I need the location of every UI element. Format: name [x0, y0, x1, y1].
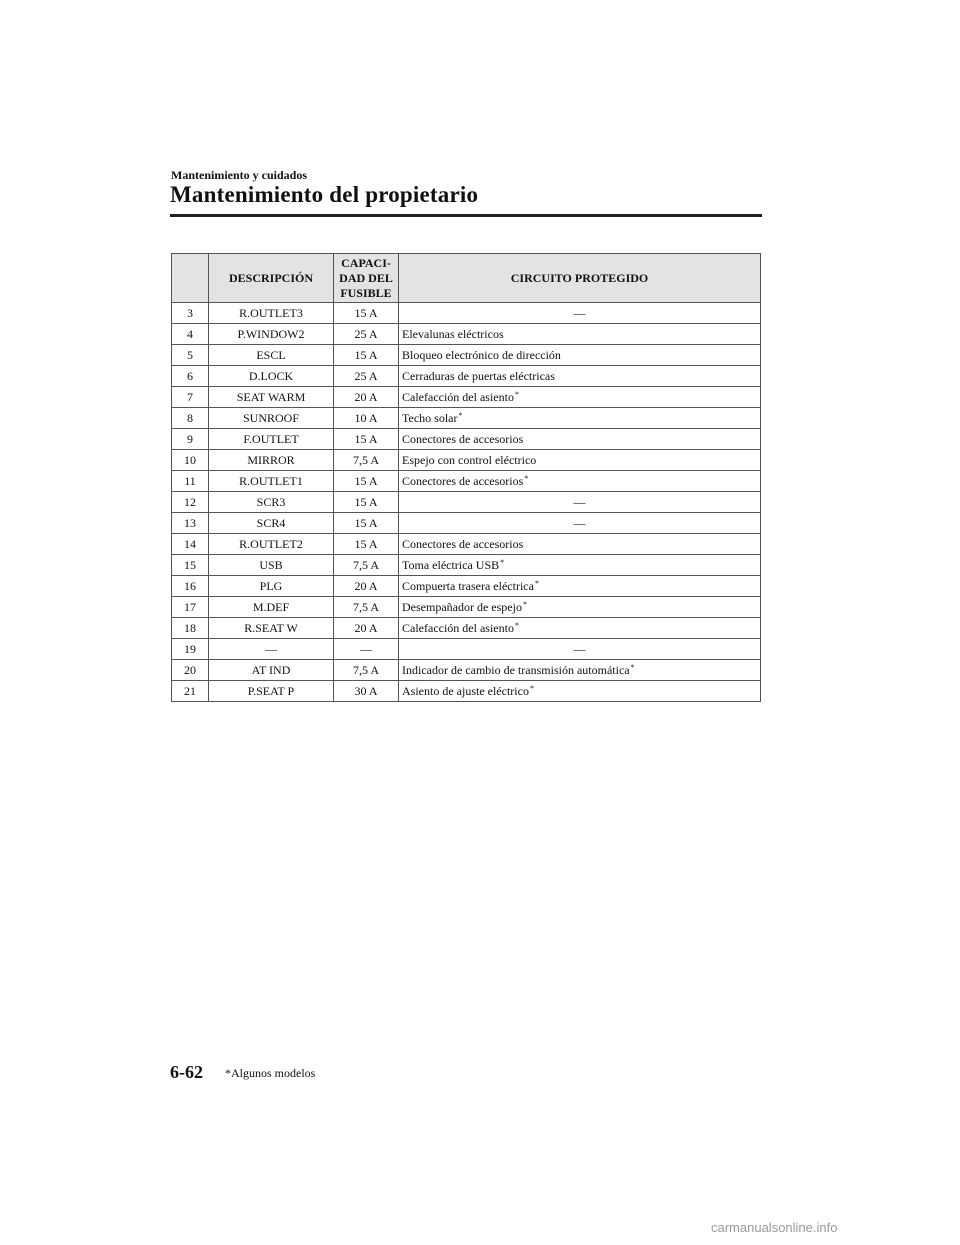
cell-num	[172, 387, 209, 408]
table-row	[172, 387, 761, 408]
header-capacity-line: FUSIBLE	[340, 285, 392, 300]
cell-circuit	[399, 492, 761, 513]
cell-num-text: 6	[187, 368, 193, 383]
cell-capacity	[334, 450, 399, 471]
title-rule	[170, 214, 762, 217]
cell-num	[172, 639, 209, 660]
cell-description-text: SEAT WARM	[236, 389, 306, 404]
cell-description	[209, 513, 334, 534]
cell-circuit-text: Conectores de accesorios	[402, 536, 524, 551]
cell-description	[209, 450, 334, 471]
header-num	[172, 254, 209, 303]
table-row	[172, 408, 761, 429]
table-row	[172, 534, 761, 555]
cell-description	[209, 324, 334, 345]
fuse-table	[171, 253, 761, 702]
cell-capacity	[334, 576, 399, 597]
cell-circuit	[399, 555, 761, 576]
cell-num-text: 8	[187, 410, 193, 425]
cell-capacity	[334, 471, 399, 492]
table-row	[172, 576, 761, 597]
footnote-marker: *	[529, 683, 534, 693]
cell-circuit-text: Conectores de accesorios	[402, 431, 524, 446]
cell-description-text: R.OUTLET2	[239, 536, 303, 551]
footnote-marker: *	[522, 599, 527, 609]
cell-circuit	[399, 387, 761, 408]
cell-description	[209, 576, 334, 597]
cell-description	[209, 681, 334, 702]
cell-capacity-text: 15 A	[354, 536, 378, 551]
cell-description	[209, 660, 334, 681]
cell-capacity-text: 30 A	[354, 683, 378, 698]
cell-circuit-text: Cerraduras de puertas eléctricas	[402, 368, 555, 383]
cell-capacity	[334, 429, 399, 450]
cell-capacity	[334, 660, 399, 681]
table-row	[172, 618, 761, 639]
cell-description-text: R.OUTLET1	[239, 473, 303, 488]
table-row	[172, 492, 761, 513]
cell-description-text: R.SEAT W	[244, 620, 298, 635]
cell-capacity-text: 15 A	[354, 494, 378, 509]
cell-num-text: 13	[184, 515, 196, 530]
cell-num	[172, 513, 209, 534]
cell-description	[209, 492, 334, 513]
fuse-table-body	[172, 303, 761, 702]
cell-capacity	[334, 639, 399, 660]
cell-circuit-text: —	[573, 641, 586, 656]
cell-description-text: SCR3	[256, 494, 286, 509]
header-description: DESCRIPCIÓN	[209, 254, 334, 303]
cell-num-text: 5	[187, 347, 193, 362]
header-capacity	[334, 254, 399, 303]
cell-capacity-text: 15 A	[354, 305, 378, 320]
cell-num	[172, 660, 209, 681]
cell-description-text: USB	[259, 557, 283, 572]
cell-circuit	[399, 576, 761, 597]
cell-circuit	[399, 597, 761, 618]
cell-capacity-text: 15 A	[354, 347, 378, 362]
cell-num	[172, 597, 209, 618]
cell-num-text: 10	[184, 452, 196, 467]
cell-num	[172, 324, 209, 345]
table-row	[172, 324, 761, 345]
cell-circuit	[399, 681, 761, 702]
cell-num-text: 21	[184, 683, 196, 698]
cell-num	[172, 450, 209, 471]
cell-circuit-text: Toma eléctrica USB	[402, 557, 500, 572]
cell-num-text: 17	[184, 599, 196, 614]
cell-circuit	[399, 534, 761, 555]
cell-num	[172, 429, 209, 450]
cell-capacity	[334, 387, 399, 408]
cell-num-text: 3	[187, 305, 193, 320]
table-row	[172, 660, 761, 681]
cell-num	[172, 408, 209, 429]
cell-description	[209, 639, 334, 660]
cell-circuit	[399, 660, 761, 681]
cell-circuit-text: Espejo con control eléctrico	[402, 452, 537, 467]
cell-num	[172, 492, 209, 513]
cell-capacity	[334, 681, 399, 702]
cell-circuit-text: —	[573, 494, 586, 509]
header-circuit: CIRCUITO PROTEGIDO	[399, 254, 761, 303]
cell-capacity-text: 20 A	[354, 389, 378, 404]
cell-description-text: SCR4	[256, 515, 286, 530]
cell-description-text: ESCL	[256, 347, 286, 362]
cell-capacity	[334, 303, 399, 324]
cell-num-text: 11	[184, 473, 196, 488]
header-capacity-line: DAD DEL	[339, 270, 393, 285]
cell-num	[172, 471, 209, 492]
cell-num-text: 12	[184, 494, 196, 509]
cell-num	[172, 366, 209, 387]
table-row	[172, 366, 761, 387]
cell-circuit	[399, 366, 761, 387]
fuse-table-header	[172, 254, 761, 303]
table-row	[172, 555, 761, 576]
cell-circuit-text: Calefacción del asiento	[402, 389, 514, 404]
cell-num	[172, 555, 209, 576]
cell-circuit-text: Techo solar	[402, 410, 458, 425]
header-capacity-line: CAPACI-	[341, 255, 391, 270]
cell-capacity	[334, 555, 399, 576]
table-row	[172, 513, 761, 534]
cell-description	[209, 618, 334, 639]
footnote-marker: *	[500, 557, 505, 567]
cell-circuit	[399, 471, 761, 492]
cell-capacity	[334, 534, 399, 555]
section-label: Mantenimiento y cuidados	[171, 168, 308, 182]
cell-circuit	[399, 450, 761, 471]
cell-circuit	[399, 618, 761, 639]
cell-description-text: F.OUTLET	[243, 431, 299, 446]
cell-description	[209, 408, 334, 429]
table-row	[172, 345, 761, 366]
cell-description-text: AT IND	[251, 662, 291, 677]
footnote-marker: *	[524, 473, 529, 483]
cell-circuit	[399, 303, 761, 324]
page-title: Mantenimiento del propietario	[170, 182, 479, 207]
cell-num-text: 16	[184, 578, 196, 593]
footnote: *Algunos modelos	[225, 1066, 316, 1080]
cell-circuit	[399, 408, 761, 429]
cell-description-text: SUNROOF	[242, 410, 299, 425]
cell-num-text: 4	[187, 326, 193, 341]
cell-capacity-text: 25 A	[354, 326, 378, 341]
cell-capacity-text: 20 A	[354, 620, 378, 635]
cell-num-text: 19	[184, 641, 196, 656]
cell-num-text: 7	[187, 389, 193, 404]
cell-num-text: 9	[187, 431, 193, 446]
cell-circuit	[399, 639, 761, 660]
cell-description-text: D.LOCK	[248, 368, 294, 383]
header-row	[172, 254, 761, 303]
cell-num	[172, 681, 209, 702]
cell-capacity	[334, 366, 399, 387]
cell-circuit-text: —	[573, 515, 586, 530]
table-row	[172, 450, 761, 471]
cell-num	[172, 345, 209, 366]
cell-description-text: P.WINDOW2	[237, 326, 305, 341]
cell-capacity-text: 10 A	[354, 410, 378, 425]
footnote-marker: *	[514, 620, 519, 630]
cell-capacity-text: 7,5 A	[352, 452, 379, 467]
table-row	[172, 429, 761, 450]
cell-circuit-text: Compuerta trasera eléctrica	[402, 578, 534, 593]
cell-num	[172, 534, 209, 555]
cell-description-text: R.OUTLET3	[239, 305, 303, 320]
cell-circuit-text: Conectores de accesorios	[402, 473, 524, 488]
cell-circuit	[399, 345, 761, 366]
cell-capacity	[334, 492, 399, 513]
cell-circuit-text: Indicador de cambio de transmisión automática	[402, 662, 630, 677]
cell-circuit-text: —	[573, 305, 586, 320]
cell-capacity-text: 20 A	[354, 578, 378, 593]
cell-capacity	[334, 324, 399, 345]
footnote-marker: *	[534, 578, 539, 588]
table-row	[172, 639, 761, 660]
footnote-marker: *	[458, 410, 463, 420]
cell-num-text: 20	[184, 662, 196, 677]
cell-description	[209, 555, 334, 576]
cell-circuit-text: Bloqueo electrónico de dirección	[402, 347, 561, 362]
watermark: carmanualsonline.info	[711, 1220, 838, 1235]
table-row	[172, 681, 761, 702]
cell-description	[209, 345, 334, 366]
table-row	[172, 303, 761, 324]
cell-capacity-text: 15 A	[354, 431, 378, 446]
cell-circuit-text: Asiento de ajuste eléctrico	[402, 683, 529, 698]
cell-capacity-text: 7,5 A	[352, 557, 379, 572]
cell-description	[209, 429, 334, 450]
cell-description	[209, 387, 334, 408]
cell-num-text: 15	[184, 557, 196, 572]
cell-capacity	[334, 513, 399, 534]
cell-num	[172, 576, 209, 597]
cell-num-text: 18	[184, 620, 196, 635]
cell-capacity-text: 7,5 A	[352, 662, 379, 677]
cell-num-text: 14	[184, 536, 196, 551]
cell-capacity-text: 15 A	[354, 473, 378, 488]
page-number: 6-62	[170, 1062, 203, 1082]
cell-description	[209, 366, 334, 387]
cell-circuit-text: Calefacción del asiento	[402, 620, 514, 635]
cell-circuit	[399, 429, 761, 450]
cell-description-text: P.SEAT P	[247, 683, 295, 698]
cell-description-text: PLG	[259, 578, 283, 593]
cell-description-text: MIRROR	[247, 452, 295, 467]
cell-num	[172, 618, 209, 639]
cell-capacity-text: 15 A	[354, 515, 378, 530]
cell-capacity-text: 7,5 A	[352, 599, 379, 614]
cell-description	[209, 471, 334, 492]
cell-circuit	[399, 513, 761, 534]
footnote-marker: *	[514, 389, 519, 399]
cell-description-text: M.DEF	[252, 599, 290, 614]
cell-description-text: —	[265, 641, 277, 656]
cell-description	[209, 534, 334, 555]
cell-description	[209, 597, 334, 618]
cell-num	[172, 303, 209, 324]
cell-capacity	[334, 408, 399, 429]
cell-capacity	[334, 597, 399, 618]
cell-capacity-text: —	[360, 641, 372, 656]
cell-circuit	[399, 324, 761, 345]
cell-capacity	[334, 345, 399, 366]
table-row	[172, 597, 761, 618]
table-row	[172, 471, 761, 492]
footnote-marker: *	[630, 662, 635, 672]
cell-capacity-text: 25 A	[354, 368, 378, 383]
cell-capacity	[334, 618, 399, 639]
cell-circuit-text: Elevalunas eléctricos	[402, 326, 504, 341]
cell-description	[209, 303, 334, 324]
cell-circuit-text: Desempañador de espejo	[402, 599, 522, 614]
